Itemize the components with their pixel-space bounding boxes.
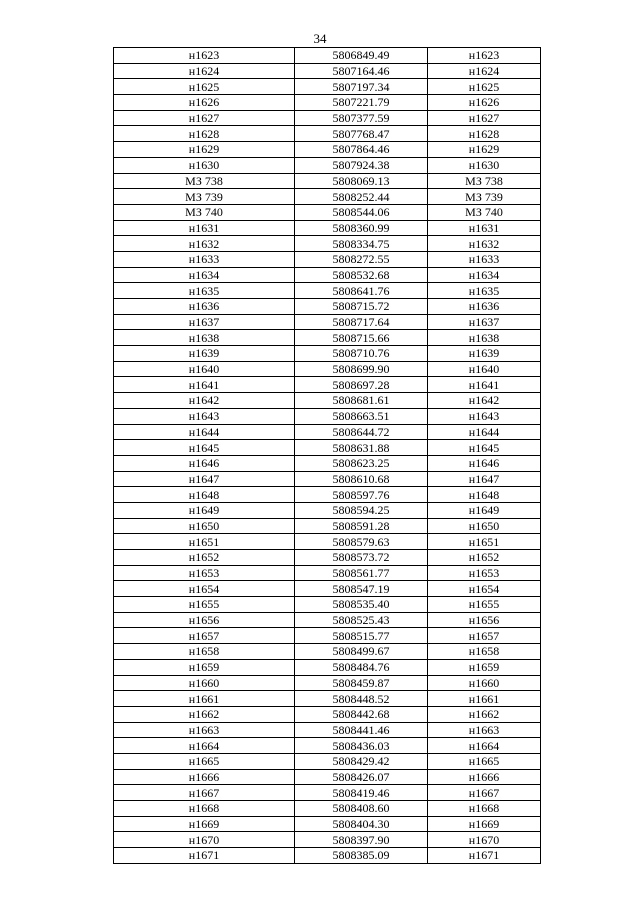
point-id-repeat-cell: н1632 <box>428 236 541 252</box>
coordinate-cell: 5808681.61 <box>295 393 428 409</box>
point-id-cell: н1623 <box>114 48 295 64</box>
coordinate-cell: 5808429.42 <box>295 753 428 769</box>
point-id-repeat-cell: н1665 <box>428 753 541 769</box>
coordinate-cell: 5806849.49 <box>295 48 428 64</box>
point-id-cell: н1648 <box>114 487 295 503</box>
coordinate-cell: 5808610.68 <box>295 471 428 487</box>
coordinate-cell: 5807768.47 <box>295 126 428 142</box>
point-id-cell: н1649 <box>114 502 295 518</box>
point-id-cell: н1666 <box>114 769 295 785</box>
point-id-cell: н1671 <box>114 848 295 864</box>
point-id-cell: н1669 <box>114 816 295 832</box>
point-id-repeat-cell: н1660 <box>428 675 541 691</box>
point-id-cell: н1654 <box>114 581 295 597</box>
point-id-repeat-cell: н1641 <box>428 377 541 393</box>
point-id-cell: н1633 <box>114 251 295 267</box>
point-id-cell: н1639 <box>114 346 295 362</box>
table-row <box>114 236 541 252</box>
coordinate-cell: 5808334.75 <box>295 236 428 252</box>
table-row <box>114 550 541 566</box>
table-row <box>114 455 541 471</box>
point-id-repeat-cell: н1657 <box>428 628 541 644</box>
table-row <box>114 440 541 456</box>
coordinate-cell: 5808385.09 <box>295 848 428 864</box>
point-id-cell: н1643 <box>114 408 295 424</box>
point-id-repeat-cell: н1644 <box>428 424 541 440</box>
point-id-cell: н1663 <box>114 722 295 738</box>
point-id-repeat-cell: н1654 <box>428 581 541 597</box>
table-row <box>114 659 541 675</box>
coordinate-cell: 5808360.99 <box>295 220 428 236</box>
point-id-cell: н1635 <box>114 283 295 299</box>
point-id-repeat-cell: н1664 <box>428 738 541 754</box>
point-id-cell: н1645 <box>114 440 295 456</box>
point-id-cell: н1637 <box>114 314 295 330</box>
table-row <box>114 189 541 205</box>
table-row <box>114 126 541 142</box>
coordinate-cell: 5808597.76 <box>295 487 428 503</box>
coordinate-cell: 5807197.34 <box>295 79 428 95</box>
point-id-cell: н1653 <box>114 565 295 581</box>
coordinate-cell: 5808547.19 <box>295 581 428 597</box>
table-row <box>114 79 541 95</box>
coordinate-cell: 5808535.40 <box>295 597 428 613</box>
point-id-repeat-cell: н1649 <box>428 502 541 518</box>
point-id-repeat-cell: н1631 <box>428 220 541 236</box>
table-row <box>114 361 541 377</box>
table-row <box>114 581 541 597</box>
table-row <box>114 502 541 518</box>
table-row <box>114 753 541 769</box>
point-id-repeat-cell: н1642 <box>428 393 541 409</box>
point-id-repeat-cell: н1623 <box>428 48 541 64</box>
point-id-repeat-cell: н1661 <box>428 691 541 707</box>
point-id-repeat-cell: н1670 <box>428 832 541 848</box>
point-id-repeat-cell: н1639 <box>428 346 541 362</box>
point-id-repeat-cell: н1669 <box>428 816 541 832</box>
coordinate-cell: 5808515.77 <box>295 628 428 644</box>
table-row <box>114 48 541 64</box>
coordinate-cell: 5808663.51 <box>295 408 428 424</box>
coordinate-cell: 5807164.46 <box>295 63 428 79</box>
point-id-repeat-cell: н1624 <box>428 63 541 79</box>
coordinate-cell: 5808631.88 <box>295 440 428 456</box>
coordinate-cell: 5808442.68 <box>295 706 428 722</box>
table-row <box>114 283 541 299</box>
point-id-cell: н1665 <box>114 753 295 769</box>
table-row <box>114 330 541 346</box>
coordinate-cell: 5807221.79 <box>295 95 428 111</box>
point-id-repeat-cell: н1643 <box>428 408 541 424</box>
table-row <box>114 738 541 754</box>
point-id-repeat-cell: н1663 <box>428 722 541 738</box>
point-id-cell: н1641 <box>114 377 295 393</box>
point-id-cell: н1661 <box>114 691 295 707</box>
table-row <box>114 173 541 189</box>
coordinate-cell: 5808484.76 <box>295 659 428 675</box>
point-id-repeat-cell: н1636 <box>428 299 541 315</box>
coordinate-cell: 5808419.46 <box>295 785 428 801</box>
coordinate-cell: 5808579.63 <box>295 534 428 550</box>
point-id-repeat-cell: н1646 <box>428 455 541 471</box>
point-id-repeat-cell: МЗ 740 <box>428 204 541 220</box>
coordinate-cell: 5808069.13 <box>295 173 428 189</box>
table-row <box>114 204 541 220</box>
table-row <box>114 220 541 236</box>
point-id-cell: н1626 <box>114 95 295 111</box>
coordinate-cell: 5808644.72 <box>295 424 428 440</box>
table-row <box>114 346 541 362</box>
point-id-repeat-cell: н1666 <box>428 769 541 785</box>
coordinate-cell: 5808499.67 <box>295 644 428 660</box>
point-id-cell: н1638 <box>114 330 295 346</box>
coordinate-cell: 5808641.76 <box>295 283 428 299</box>
table-row <box>114 722 541 738</box>
point-id-repeat-cell: н1667 <box>428 785 541 801</box>
point-id-repeat-cell: МЗ 739 <box>428 189 541 205</box>
point-id-cell: н1658 <box>114 644 295 660</box>
coordinate-cell: 5808561.77 <box>295 565 428 581</box>
table-row <box>114 675 541 691</box>
point-id-cell: н1667 <box>114 785 295 801</box>
coordinate-cell: 5808397.90 <box>295 832 428 848</box>
coordinates-table-body <box>114 48 541 864</box>
point-id-repeat-cell: н1629 <box>428 142 541 158</box>
point-id-cell: н1657 <box>114 628 295 644</box>
point-id-cell: н1634 <box>114 267 295 283</box>
coordinate-cell: 5808252.44 <box>295 189 428 205</box>
table-row <box>114 63 541 79</box>
point-id-repeat-cell: н1634 <box>428 267 541 283</box>
coordinate-cell: 5808544.06 <box>295 204 428 220</box>
coordinate-cell: 5808525.43 <box>295 612 428 628</box>
point-id-cell: н1642 <box>114 393 295 409</box>
point-id-cell: н1628 <box>114 126 295 142</box>
point-id-repeat-cell: н1637 <box>428 314 541 330</box>
point-id-repeat-cell: н1633 <box>428 251 541 267</box>
point-id-repeat-cell: н1656 <box>428 612 541 628</box>
point-id-cell: н1636 <box>114 299 295 315</box>
point-id-repeat-cell: н1647 <box>428 471 541 487</box>
coordinate-cell: 5808594.25 <box>295 502 428 518</box>
table-row <box>114 251 541 267</box>
coordinate-cell: 5808448.52 <box>295 691 428 707</box>
table-row <box>114 816 541 832</box>
coordinate-cell: 5808441.46 <box>295 722 428 738</box>
coordinate-cell: 5808717.64 <box>295 314 428 330</box>
table-row <box>114 706 541 722</box>
point-id-repeat-cell: н1671 <box>428 848 541 864</box>
coordinate-cell: 5808426.07 <box>295 769 428 785</box>
page-number: 34 <box>313 31 327 46</box>
point-id-cell: н1655 <box>114 597 295 613</box>
point-id-repeat-cell: н1628 <box>428 126 541 142</box>
point-id-cell: МЗ 739 <box>114 189 295 205</box>
point-id-cell: н1640 <box>114 361 295 377</box>
table-row <box>114 801 541 817</box>
point-id-cell: н1629 <box>114 142 295 158</box>
point-id-cell: н1650 <box>114 518 295 534</box>
coordinate-cell: 5808404.30 <box>295 816 428 832</box>
coordinate-cell: 5808591.28 <box>295 518 428 534</box>
coordinate-cell: 5807864.46 <box>295 142 428 158</box>
point-id-repeat-cell: н1648 <box>428 487 541 503</box>
table-row <box>114 565 541 581</box>
point-id-cell: н1644 <box>114 424 295 440</box>
table-row <box>114 471 541 487</box>
table-row <box>114 785 541 801</box>
point-id-repeat-cell: н1635 <box>428 283 541 299</box>
table-row <box>114 832 541 848</box>
point-id-cell: МЗ 740 <box>114 204 295 220</box>
point-id-repeat-cell: н1658 <box>428 644 541 660</box>
table-row <box>114 597 541 613</box>
point-id-cell: МЗ 738 <box>114 173 295 189</box>
point-id-cell: н1664 <box>114 738 295 754</box>
table-row <box>114 628 541 644</box>
point-id-cell: н1625 <box>114 79 295 95</box>
table-row <box>114 267 541 283</box>
table-row <box>114 518 541 534</box>
table-row <box>114 299 541 315</box>
table-row <box>114 157 541 173</box>
point-id-cell: н1656 <box>114 612 295 628</box>
coordinate-cell: 5807924.38 <box>295 157 428 173</box>
coordinate-cell: 5808699.90 <box>295 361 428 377</box>
point-id-cell: н1670 <box>114 832 295 848</box>
coordinate-cell: 5808623.25 <box>295 455 428 471</box>
coordinate-cell: 5808436.03 <box>295 738 428 754</box>
point-id-cell: н1668 <box>114 801 295 817</box>
table-row <box>114 393 541 409</box>
point-id-repeat-cell: н1627 <box>428 110 541 126</box>
point-id-repeat-cell: н1640 <box>428 361 541 377</box>
point-id-repeat-cell: н1662 <box>428 706 541 722</box>
table-row <box>114 377 541 393</box>
coordinate-cell: 5808408.60 <box>295 801 428 817</box>
point-id-cell: н1627 <box>114 110 295 126</box>
table-row <box>114 691 541 707</box>
table-row <box>114 142 541 158</box>
coordinates-table <box>113 47 541 864</box>
point-id-cell: н1631 <box>114 220 295 236</box>
coordinate-cell: 5808715.72 <box>295 299 428 315</box>
point-id-cell: н1660 <box>114 675 295 691</box>
point-id-cell: н1647 <box>114 471 295 487</box>
point-id-cell: н1630 <box>114 157 295 173</box>
table-row <box>114 644 541 660</box>
table-row <box>114 314 541 330</box>
coordinate-cell: 5808715.66 <box>295 330 428 346</box>
point-id-cell: н1662 <box>114 706 295 722</box>
table-row <box>114 534 541 550</box>
point-id-cell: н1659 <box>114 659 295 675</box>
point-id-repeat-cell: н1655 <box>428 597 541 613</box>
coordinate-cell: 5808697.28 <box>295 377 428 393</box>
point-id-repeat-cell: н1668 <box>428 801 541 817</box>
table-row <box>114 424 541 440</box>
point-id-repeat-cell: н1638 <box>428 330 541 346</box>
point-id-repeat-cell: н1625 <box>428 79 541 95</box>
table-row <box>114 408 541 424</box>
point-id-repeat-cell: н1653 <box>428 565 541 581</box>
table-row <box>114 612 541 628</box>
coordinate-cell: 5808573.72 <box>295 550 428 566</box>
point-id-cell: н1646 <box>114 455 295 471</box>
table-row <box>114 487 541 503</box>
point-id-repeat-cell: МЗ 738 <box>428 173 541 189</box>
point-id-repeat-cell: н1652 <box>428 550 541 566</box>
point-id-repeat-cell: н1651 <box>428 534 541 550</box>
table-row <box>114 848 541 864</box>
point-id-cell: н1652 <box>114 550 295 566</box>
table-row <box>114 110 541 126</box>
point-id-repeat-cell: н1650 <box>428 518 541 534</box>
point-id-repeat-cell: н1659 <box>428 659 541 675</box>
point-id-cell: н1624 <box>114 63 295 79</box>
coordinate-cell: 5808459.87 <box>295 675 428 691</box>
point-id-cell: н1651 <box>114 534 295 550</box>
coordinate-cell: 5808532.68 <box>295 267 428 283</box>
table-row <box>114 95 541 111</box>
coordinate-cell: 5808710.76 <box>295 346 428 362</box>
point-id-repeat-cell: н1630 <box>428 157 541 173</box>
point-id-repeat-cell: н1626 <box>428 95 541 111</box>
coordinate-cell: 5807377.59 <box>295 110 428 126</box>
table-row <box>114 769 541 785</box>
coordinate-cell: 5808272.55 <box>295 251 428 267</box>
point-id-cell: н1632 <box>114 236 295 252</box>
point-id-repeat-cell: н1645 <box>428 440 541 456</box>
